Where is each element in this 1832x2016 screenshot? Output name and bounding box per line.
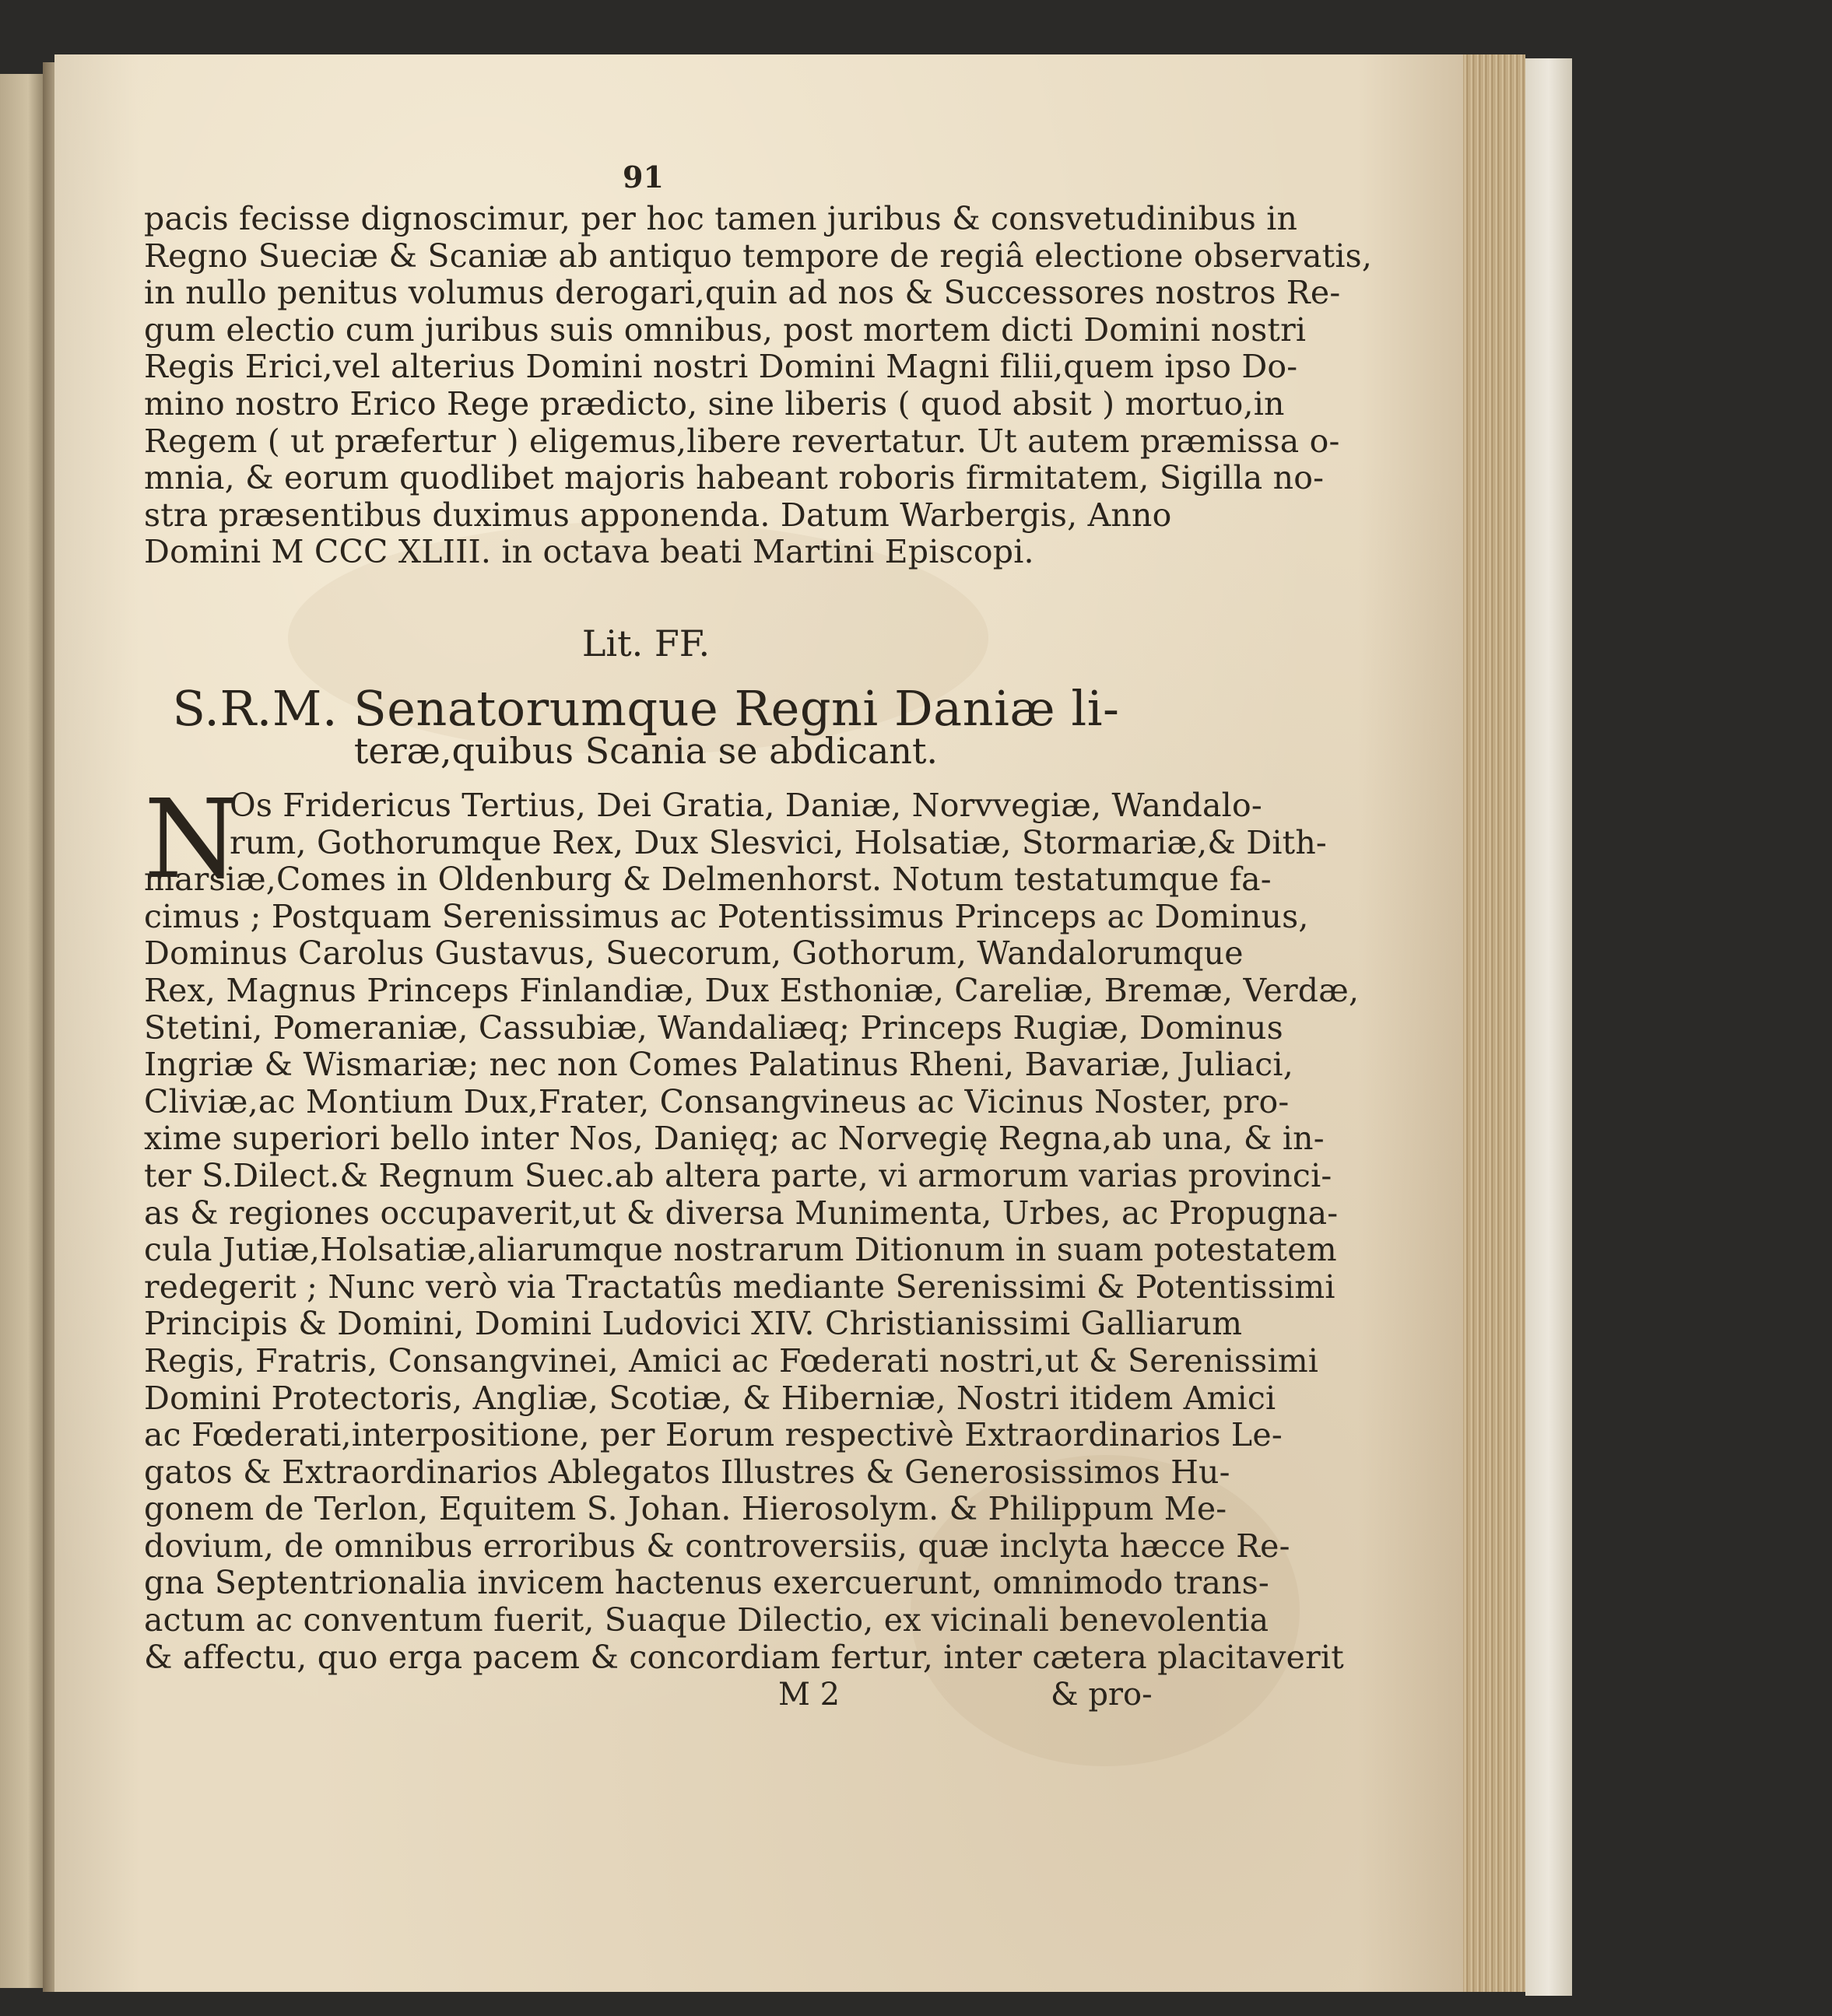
text-line: & affectu, quo erga pacem & concordiam fertur, inter cætera placitaverit [144, 1638, 1344, 1676]
text-line: Ingriæ & Wismariæ; nec non Comes Palatinus Rheni, Bavariæ, Juliaci, [144, 1046, 1293, 1084]
text-line: Os Fridericus Tertius, Dei Gratia, Daniæ, Norvvegiæ, Wandalo- [230, 787, 1262, 824]
text-line: gum electio cum juribus suis omnibus, post mortem dicti Domini nostri [144, 310, 1307, 349]
text-line: gonem de Terlon, Equitem S. Johan. Hierosolym. & Philippum Me- [144, 1490, 1227, 1528]
text-line: gatos & Extraordinarios Ablegatos Illustres & Generosissimos Hu- [144, 1453, 1230, 1491]
page-number: 91 [623, 160, 664, 195]
text-line: Regis, Fratris, Consangvinei, Amici ac Fœderati nostri,ut & Serenissimi [144, 1341, 1319, 1380]
text-line: marsiæ,Comes in Oldenburg & Delmenhorst. Notum testatumque fa- [144, 861, 1272, 899]
text-line: redegerit ; Nunc verò via Tractatûs mediante Serenissimi & Potentissimi [144, 1267, 1335, 1306]
text-line: Regno Sueciæ & Scaniæ ab antiquo tempore de regiâ electione observatis, [144, 237, 1373, 275]
catchword: & pro- [1051, 1677, 1153, 1713]
drop-initial: N [144, 777, 240, 903]
heading-lit: Lit. FF. [581, 622, 711, 664]
text-line: pacis fecisse dignoscimur, per hoc tamen juribus & consvetudinibus in [144, 200, 1298, 237]
signature-mark: M 2 [778, 1677, 841, 1713]
heading-subtitle: teræ,quibus Scania se abdicant. [353, 730, 939, 772]
text-line: Cliviæ,ac Montium Dux,Frater, Consangvineus ac Vicinus Noster, pro- [144, 1082, 1290, 1120]
text-line: cula Jutiæ,Holsatiæ,aliarumque nostrarum Ditionum in suam potestatem [144, 1231, 1337, 1269]
text-line: Principis & Domini, Domini Ludovici XIV. Christianissimi Galliarum [144, 1305, 1243, 1343]
text-line: mnia, & eorum quodlibet majoris habeant roboris firmitatem, Sigilla no- [144, 459, 1325, 497]
text-line: ter S.Dilect.& Regnum Suec.ab altera parte, vi armorum varias provinci- [144, 1156, 1332, 1194]
text-block-1 [144, 200, 1373, 571]
text-line: Stetini, Pomeraniæ, Cassubiæ, Wandaliæq; Princeps Rugiæ, Dominus [144, 1008, 1283, 1047]
facing-page-edge [0, 74, 47, 1988]
text-line: xime superiori bello inter Nos, Danięq; ac Norvegię Regna,ab una, & in- [144, 1120, 1325, 1158]
text-line: cimus ; Postquam Serenissimus ac Potentissimus Princeps ac Dominus, [144, 897, 1309, 935]
heading-title: S.R.M. Senatorumque Regni Daniæ li- [172, 680, 1120, 737]
text-line: as & regiones occupaverit,ut & diversa Munimenta, Urbes, ac Propugna- [144, 1194, 1339, 1232]
text-line: Regis Erici,vel alterius Domini nostri Domini Magni filii,quem ipso Do- [144, 348, 1298, 386]
text-line: Domini M CCC XLIII. in octava beati Martini Episcopi. [144, 533, 1034, 571]
text-line: rum, Gothorumque Rex, Dux Slesvici, Holsatiæ, Stormariæ,& Dith- [230, 823, 1327, 861]
text-line: ac Fœderati,interpositione, per Eorum respectivè Extraordinarios Le- [144, 1416, 1283, 1454]
text-line: in nullo penitus volumus derogari,quin ad nos & Successores nostros Re- [144, 274, 1341, 312]
text-line: dovium, de omnibus erroribus & controversiis, quæ inclyta hæcce Re- [144, 1527, 1290, 1565]
text-line: Dominus Carolus Gustavus, Suecorum, Gothorum, Wandalorumque [144, 934, 1244, 973]
text-line: gna Septentrionalia invicem hactenus exercuerunt, omnimodo trans- [144, 1564, 1269, 1602]
text-line: mino nostro Erico Rege prædicto, sine liberis ( quod absit ) mortuo,in [144, 384, 1285, 422]
text-line: Rex, Magnus Princeps Finlandiæ, Dux Esthoniæ, Careliæ, Bremæ, Verdæ, [144, 971, 1360, 1009]
text-line: actum ac conventum fuerit, Suaque Dilectio, ex vicinali benevolentia [144, 1601, 1269, 1639]
vellum-cover-board [1525, 58, 1572, 1996]
text-line: Domini Protectoris, Angliæ, Scotiæ, & Hiberniæ, Nostri itidem Amici [144, 1379, 1276, 1417]
text-block-2 [144, 777, 1360, 1676]
page-block-edges [1463, 54, 1525, 1992]
text-line: stra præsentibus duximus apponenda. Datum Warbergis, Anno [144, 496, 1172, 534]
text-line: Regem ( ut præfertur ) eligemus,libere revertatur. Ut autem præmissa o- [144, 422, 1340, 460]
